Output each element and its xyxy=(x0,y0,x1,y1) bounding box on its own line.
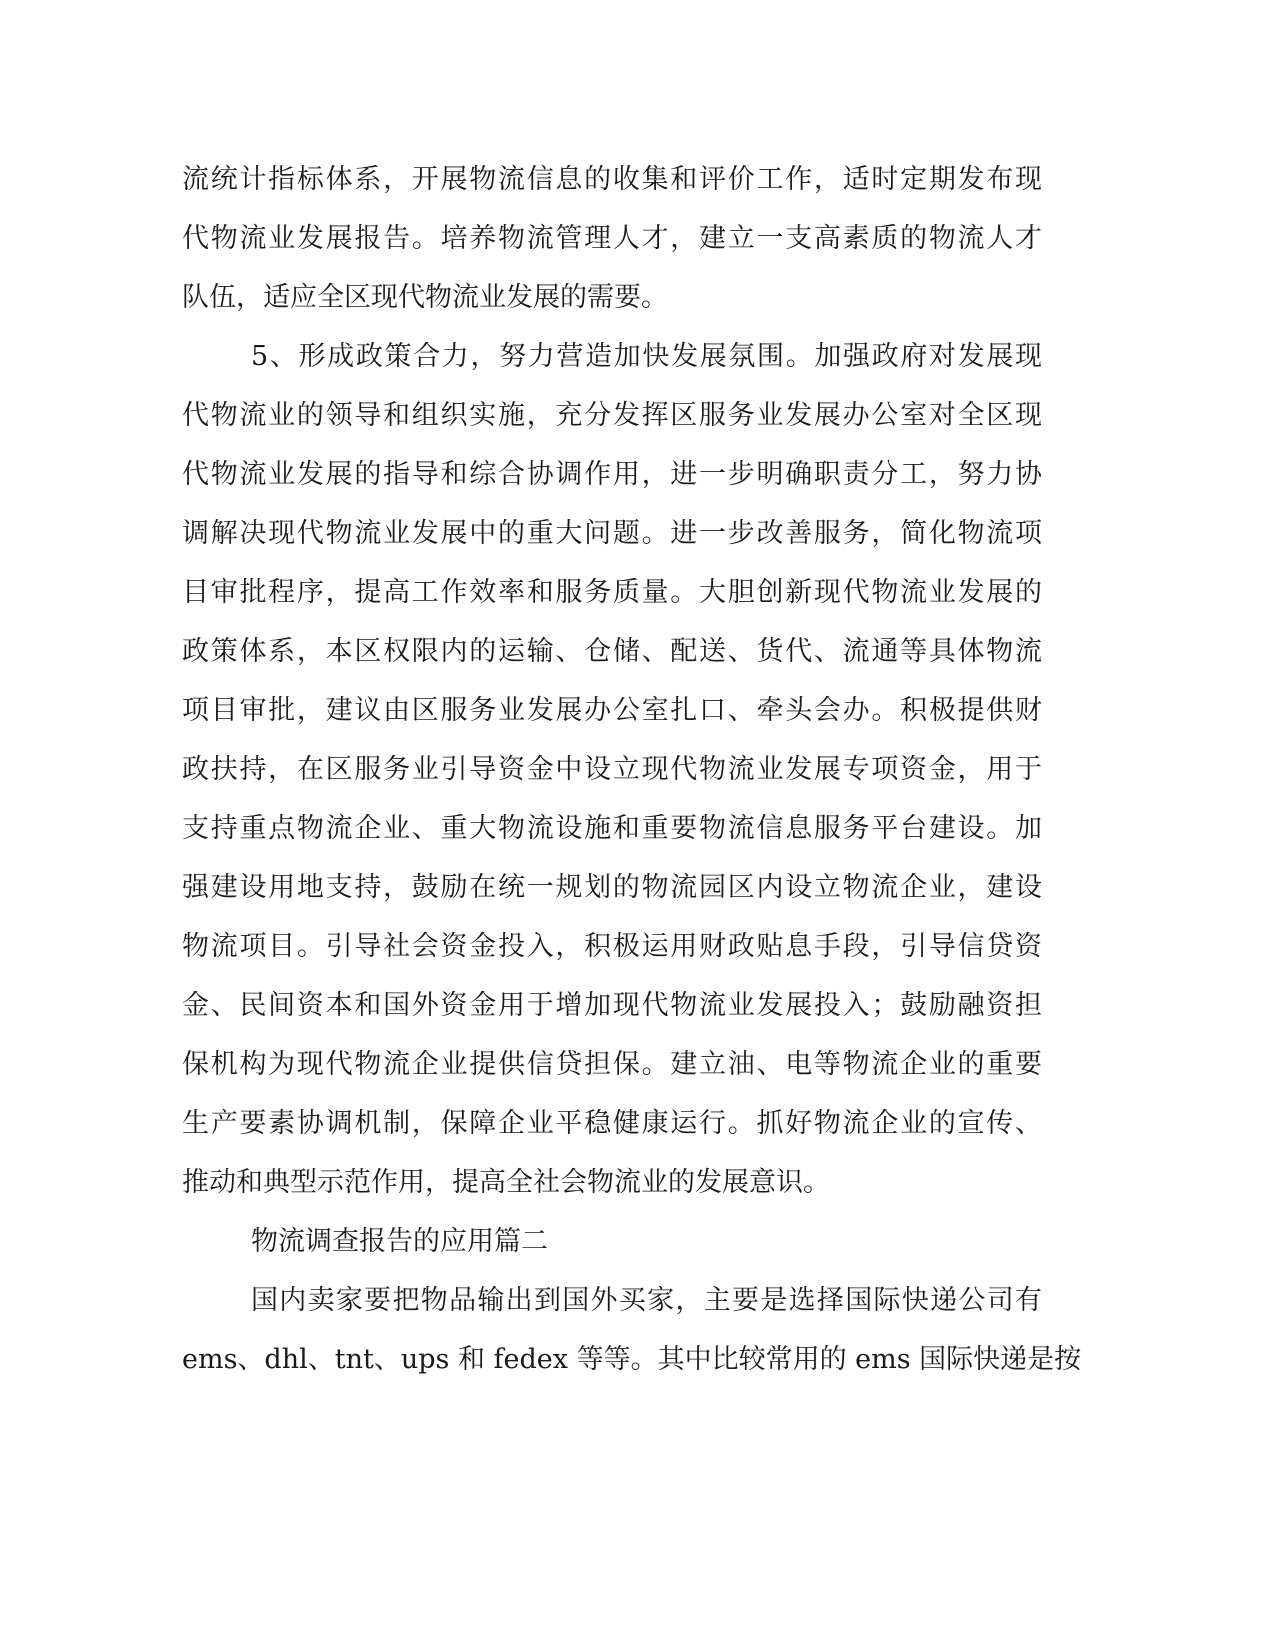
text-line: 保机构为现代物流企业提供信贷担保。建立油、电等物流企业的重要 xyxy=(182,1049,1042,1080)
section-heading: 物流调查报告的应用篇二 xyxy=(251,1226,548,1257)
text-line: 政策体系，本区权限内的运输、仓储、配送、货代、流通等具体物流 xyxy=(182,636,1042,667)
text-line: 金、民间资本和国外资金用于增加现代物流业发展投入；鼓励融资担 xyxy=(182,990,1042,1021)
text-line: 生产要素协调机制，保障企业平稳健康运行。抓好物流企业的宣传、 xyxy=(182,1108,1042,1139)
text-line: 政扶持，在区服务业引导资金中设立现代物流业发展专项资金，用于 xyxy=(182,754,1042,785)
text-line: 推动和典型示范作用，提高全社会物流业的发展意识。 xyxy=(182,1167,830,1198)
text-line: 强建设用地支持，鼓励在统一规划的物流园区内设立物流企业，建设 xyxy=(182,872,1042,903)
text-line: 代物流业发展的指导和综合协调作用，进一步明确职责分工，努力协 xyxy=(182,459,1042,490)
text-line: 目审批程序，提高工作效率和服务质量。大胆创新现代物流业发展的 xyxy=(182,577,1042,608)
text-line: 国内卖家要把物品输出到国外买家，主要是选择国际快递公司有 xyxy=(251,1285,1042,1316)
text-line: 流统计指标体系，开展物流信息的收集和评价工作，适时定期发布现 xyxy=(182,164,1042,195)
text-line: 代物流业发展报告。培养物流管理人才，建立一支高素质的物流人才 xyxy=(182,223,1042,254)
text-line: 调解决现代物流业发展中的重大问题。进一步改善服务，简化物流项 xyxy=(182,518,1042,549)
text-line: 项目审批，建议由区服务业发展办公室扎口、牵头会办。积极提供财 xyxy=(182,695,1042,726)
text-line: 队伍，适应全区现代物流业发展的需要。 xyxy=(182,282,668,313)
text-line: 物流项目。引导社会资金投入，积极运用财政贴息手段，引导信贷资 xyxy=(182,931,1042,962)
text-line: 5、形成政策合力，努力营造加快发展氛围。加强政府对发展现 xyxy=(251,341,1042,372)
text-line: 支持重点物流企业、重大物流设施和重要物流信息服务平台建设。加 xyxy=(182,813,1042,844)
text-line: 代物流业的领导和组织实施，充分发挥区服务业发展办公室对全区现 xyxy=(182,400,1042,431)
text-line: ems、dhl、tnt、ups 和 fedex 等等。其中比较常用的 ems 国际快递是按 xyxy=(182,1344,1082,1375)
